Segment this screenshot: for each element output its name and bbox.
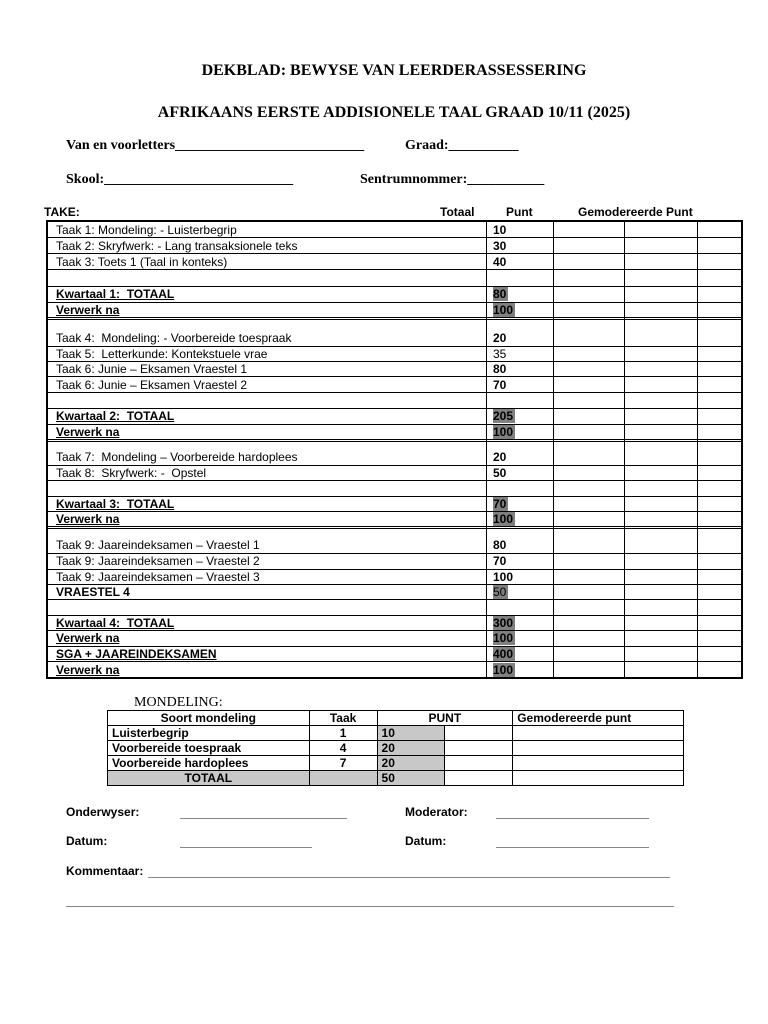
take-header: TAKE: — [44, 205, 80, 219]
table-row: Voorbereide toespraak 4 20 — [108, 741, 684, 756]
datum-label-1: Datum: — [66, 834, 108, 848]
table-row: Taak 9: Jaareindeksamen – Vraestel 2 70 — [56, 554, 507, 568]
table-row: Kwartaal 3: TOTAAL 70 — [56, 497, 507, 511]
table-row — [48, 480, 741, 496]
table-row: Verwerk na 100 — [56, 303, 514, 317]
datum-line-2[interactable] — [496, 847, 649, 848]
mondeling-table — [107, 710, 684, 786]
table-row: Taak 9: Jaareindeksamen – Vraestel 3 100 — [56, 570, 514, 584]
page-title: DEKBLAD: BEWYSE VAN LEERDERASSESSERING — [201, 62, 587, 79]
kommentaar-line-1[interactable] — [148, 877, 670, 878]
col-taak: Taak — [309, 711, 377, 726]
page-subtitle: AFRIKAANS EERSTE ADDISIONELE TAAL GRAAD 10/11 (2025) — [157, 104, 631, 121]
punt-header: Punt — [506, 205, 533, 219]
table-row: Taak 6: Junie – Eksamen Vraestel 2 70 — [56, 378, 507, 392]
totaal-punt: 50 — [377, 771, 445, 786]
sentrum-field[interactable]: Sentrumnommer:___________ — [360, 172, 545, 187]
totaal-label: TOTAAL — [108, 771, 310, 786]
table-row — [48, 270, 741, 286]
table-row: Taak 2: Skryfwerk: - Lang transaksionele teks 30 — [56, 239, 507, 253]
table-row: Taak 8: Skryfwerk: - Opstel 50 — [56, 466, 507, 480]
moderator-line[interactable] — [496, 818, 649, 819]
gemodereerde-header: Gemodereerde Punt — [578, 205, 693, 219]
graad-field[interactable]: Graad:__________ — [405, 138, 519, 153]
table-row: VRAESTEL 4 50 — [56, 585, 507, 599]
skool-field[interactable]: Skool:___________________________ — [66, 172, 294, 187]
onderwyser-line[interactable] — [180, 818, 347, 819]
col-gemod: Gemodereerde punt — [513, 711, 684, 726]
table-row: Luisterbegrip 1 10 — [108, 726, 684, 741]
mondeling-title: MONDELING: — [134, 695, 223, 710]
table-row — [108, 771, 684, 786]
table-row: Taak 7: Mondeling – Voorbereide hardoplees 20 — [56, 450, 507, 464]
kommentaar-line-2[interactable] — [66, 906, 674, 907]
table-row: Taak 9: Jaareindeksamen – Vraestel 1 80 — [56, 538, 507, 552]
table-row: Taak 3: Toets 1 (Taal in konteks) 40 — [56, 255, 507, 269]
table-row — [48, 599, 741, 615]
totaal-header: Totaal — [440, 205, 475, 219]
assessment-table — [46, 220, 743, 679]
datum-line-1[interactable] — [180, 847, 312, 848]
col-soort: Soort mondeling — [108, 711, 310, 726]
table-row: Kwartaal 1: TOTAAL 80 — [56, 287, 507, 301]
table-row: Taak 1: Mondeling: - Luisterbegrip 10 — [56, 223, 507, 237]
table-row: Kwartaal 2: TOTAAL 205 — [56, 409, 514, 423]
van-field[interactable]: Van en voorletters___________________________ — [66, 138, 365, 153]
datum-label-2: Datum: — [405, 834, 447, 848]
table-row: Taak 6: Junie – Eksamen Vraestel 1 80 — [56, 362, 507, 376]
table-row: Voorbereide hardoplees 7 20 — [108, 756, 684, 771]
table-row: Kwartaal 4: TOTAAL 300 — [56, 616, 514, 630]
table-row: SGA + JAAREINDEKSAMEN 400 — [56, 647, 514, 661]
col-punt: PUNT — [377, 711, 513, 726]
table-row: Verwerk na 100 — [56, 663, 514, 677]
table-row: Taak 4: Mondeling: - Voorbereide toespraak 20 — [56, 331, 507, 345]
moderator-label: Moderator: — [405, 805, 468, 819]
onderwyser-label: Onderwyser: — [66, 805, 140, 819]
table-row: Taak 5: Letterkunde: Kontekstuele vrae 35 — [56, 347, 507, 361]
table-row: Verwerk na 100 — [56, 512, 514, 526]
table-row — [48, 393, 741, 409]
table-row: Verwerk na 100 — [56, 425, 514, 439]
kommentaar-label: Kommentaar: — [66, 864, 144, 878]
table-row: Verwerk na 100 — [56, 631, 514, 645]
